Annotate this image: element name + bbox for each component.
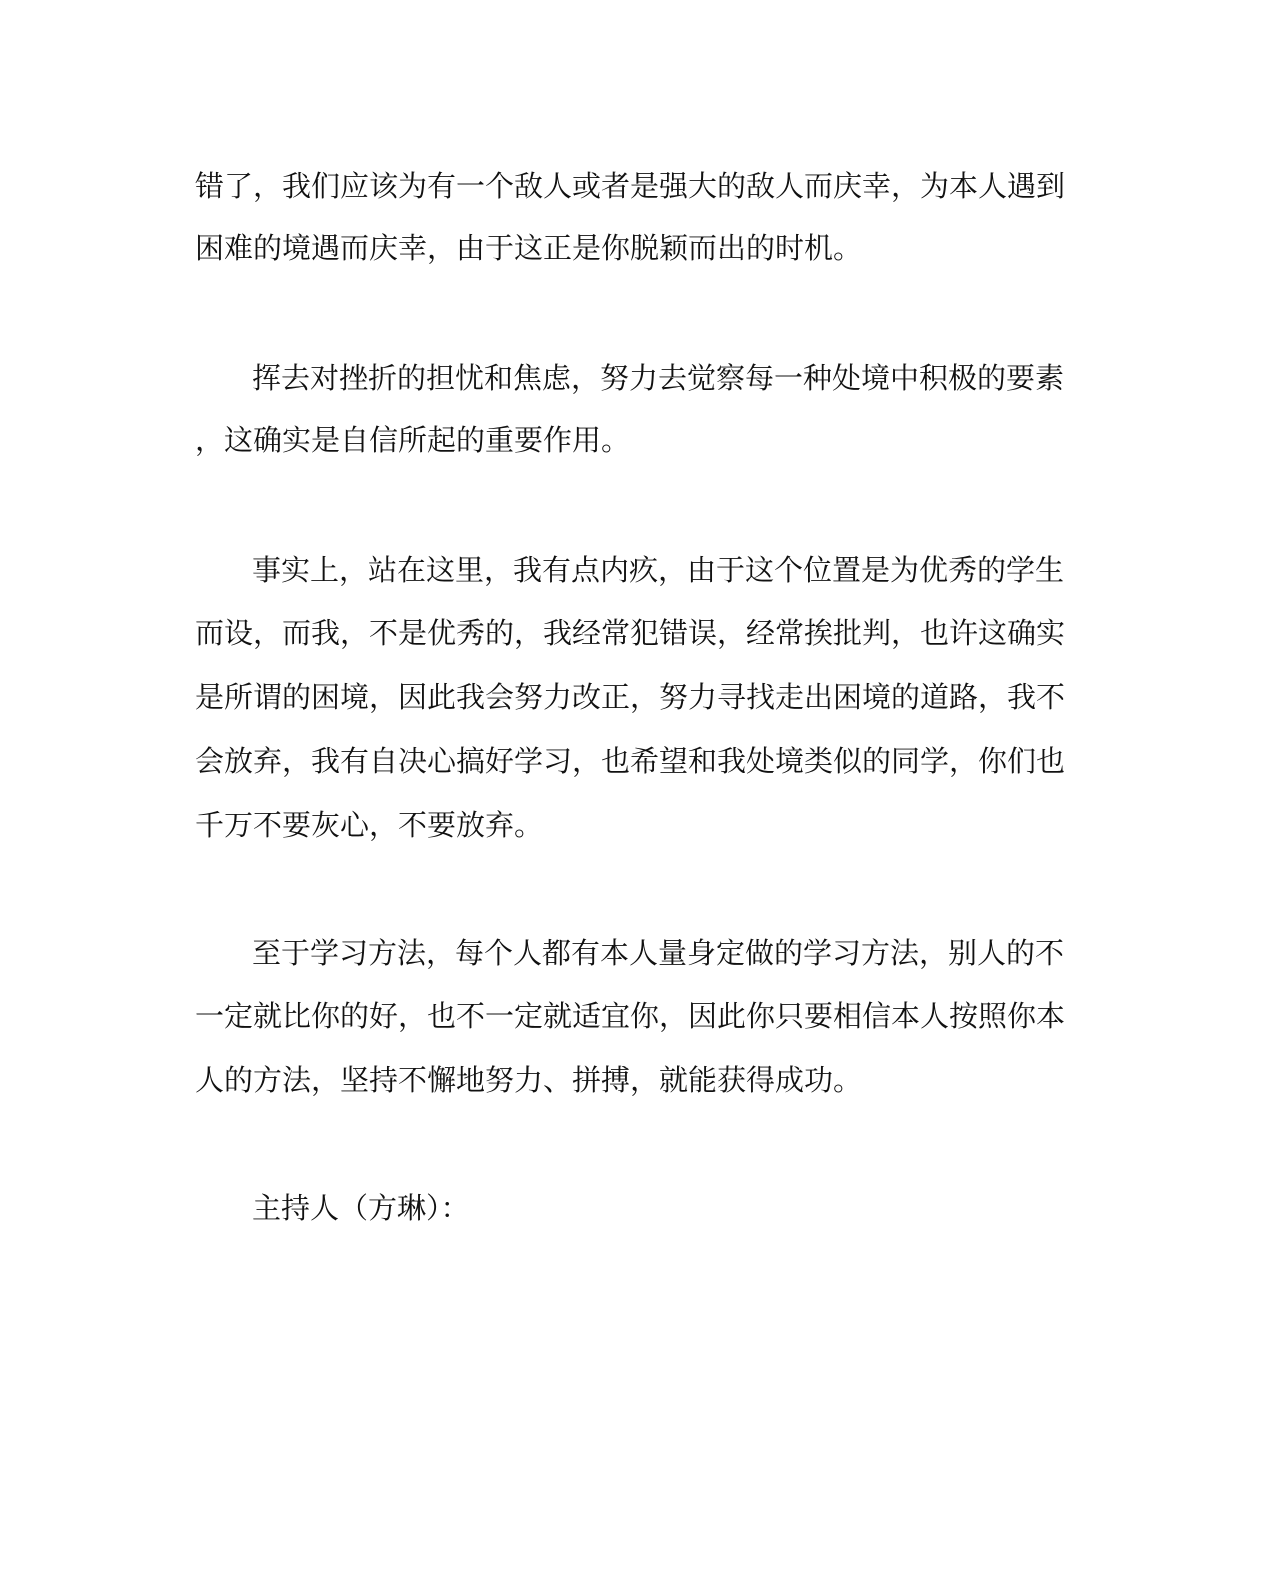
paragraph-line: 至于学习方法，每个人都有本人量身定做的学习方法，别人的不 — [252, 936, 1065, 970]
paragraph-line: 错了，我们应该为有一个敌人或者是强大的敌人而庆幸，为本人遇到 — [195, 169, 1066, 203]
paragraph-line: 千万不要灰心，不要放弃。 — [195, 808, 544, 842]
paragraph-line: 是所谓的困境，因此我会努力改正，努力寻找走出困境的道路，我不 — [195, 680, 1066, 714]
paragraph-line: 困难的境遇而庆幸，由于这正是你脱颖而出的时机。 — [195, 231, 863, 265]
paragraph-line: 人的方法，坚持不懈地努力、拼搏，就能获得成功。 — [195, 1063, 863, 1097]
paragraph-line: 挥去对挫折的担忧和焦虑，努力去觉察每一种处境中积极的要素 — [252, 361, 1065, 395]
host-label: 主持人（方琳）： — [252, 1191, 470, 1225]
paragraph-line: 事实上，站在这里，我有点内疚，由于这个位置是为优秀的学生 — [252, 553, 1065, 587]
paragraph-line: 一定就比你的好，也不一定就适宜你，因此你只要相信本人按照你本 — [195, 999, 1066, 1033]
paragraph-line: 会放弃，我有自决心搞好学习，也希望和我处境类似的同学，你们也 — [195, 744, 1066, 778]
paragraph-line: ，这确实是自信所起的重要作用。 — [195, 423, 631, 457]
paragraph-line: 而设，而我，不是优秀的，我经常犯错误，经常挨批判，也许这确实 — [195, 616, 1066, 650]
